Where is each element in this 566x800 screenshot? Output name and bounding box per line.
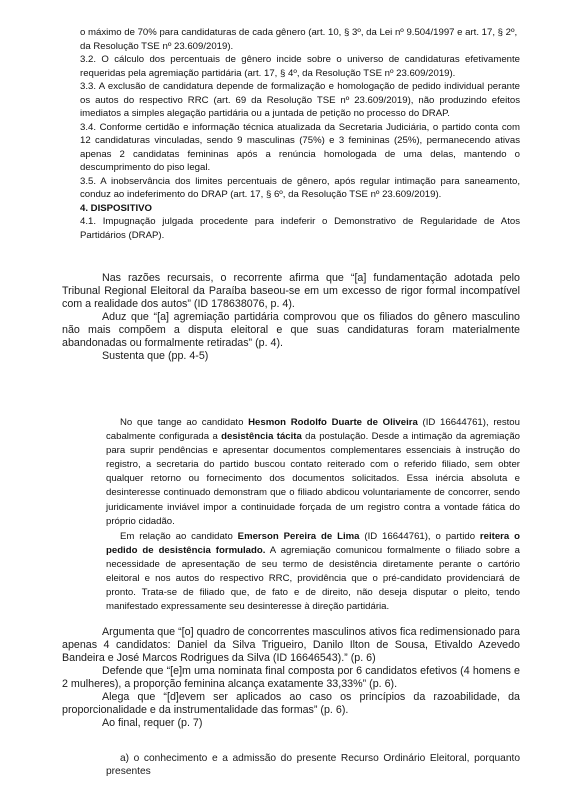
quote-paragraph-hesmon: No que tange ao candidato Hesmon Rodolfo Duarte de Oliveira (ID 16644761), restou cabalmente configurada a desistência tácita da postulação. Desde a intimação da agremiação para suprir pendências e apresentar documentos complementares essenciais à instrução do registro, a secretaria do partido buscou contato reiterado com o referido filiado, sem obter qualquer retorno ou fornecimento dos documentos solicitados. Essa inércia absoluta e desinteresse continuado demonstram que o filiado abdicou voluntariamente de concorrer, sendo juridicamente inviável impor a continuidade forçada de um registro contra a vontade fática do próprio cidadão. xyxy=(106,417,520,527)
quote-paragraph-emerson: Em relação ao candidato Emerson Pereira de Lima (ID 16644761), o partido reitera o pedido de desistência formulado. A agremiação comunicou formalmente o filiado sobre a necessidade de apresentação de seu termo de desistência diretamente perante o cartório eleitoral e nos autos do respectivo RRC, providência que o pré-candidato providenciará de pronto. Trata-se de filiado que, de fato e de direito, não deseja disputar o pleito, tendo manifestado expressamente seu desinteresse à direção partidária. xyxy=(106,530,520,613)
emphasis-term: reitera o pedido de desistência formulado. xyxy=(106,530,520,556)
body-section-1 xyxy=(62,272,520,363)
ementa-item-3-5: 3.5. A inobservância dos limites percentuais de gênero, após regular intimação para saneamento, conduz ao indeferimento do DRAP (art. 17, § 6º, da Resolução TSE nº 23.609/2019). xyxy=(80,175,520,200)
request-item-a: a) o conhecimento e a admissão do presente Recurso Ordinário Eleitoral, porquanto presentes xyxy=(106,753,520,777)
ementa-item-3-4: 3.4. Conforme certidão e informação técnica atualizada da Secretaria Judiciária, o partido conta com 12 candidaturas vinculadas, sendo 9 masculinas (75%) e 3 femininas (25%), permanecendo ativas apenas 2 candidatas femininas após a renúncia homologada de uma delas, mantendo o descumprimento do piso legal. xyxy=(80,121,520,173)
ementa-item-3-2: 3.2. O cálculo dos percentuais de gênero incide sobre o universo de candidaturas efetivamente requeridas pela agremiação partidária (art. 17, § 4º, da Resolução TSE nº 23.609/2019). xyxy=(80,54,520,79)
dispositivo-heading: 4. DISPOSITIVO xyxy=(80,202,152,214)
candidate-name: Hesmon Rodolfo Duarte de Oliveira xyxy=(248,417,418,428)
emphasis-term: desistência tácita xyxy=(221,431,302,443)
body-paragraph: Ao final, requer (p. 7) xyxy=(102,717,203,729)
body-paragraph: Defende que “[e]m uma nominata final composta por 6 candidatos efetivos (4 homens e 2 mulheres), a proporção feminina alcança exatamente 33,33%” (p. 6). xyxy=(62,665,520,690)
body-paragraph: Argumenta que “[o] quadro de concorrentes masculinos ativos fica redimensionado para apenas 4 candidatos: Daniel da Silva Trigueiro, Danilo Ilton de Sousa, Etivaldo Azevedo Bandeira e José Marcos Rodrigues da Silva (ID 16646543).” (p. 6) xyxy=(62,626,520,664)
recurso-quote xyxy=(106,416,520,614)
body-paragraph: Nas razões recursais, o recorrente afirma que “[a] fundamentação adotada pelo Tribunal Regional Eleitoral da Paraíba baseou-se em um excesso de rigor formal incompatível com a realidade dos autos” (ID 178638076, p. 4). xyxy=(62,272,520,310)
ementa-item-3-3: 3.3. A exclusão de candidatura depende de formalização e homologação de pedido individual perante os autos do respectivo RRC (art. 69 da Resolução TSE nº 23.609/2019), não produzindo efeitos imediatos a simples alegação partidária ou a juntada de petição no processo do DRAP. xyxy=(80,81,520,119)
body-section-2 xyxy=(62,626,520,730)
ementa-item-3-1-continuation: o máximo de 70% para candidaturas de cada gênero (art. 10, § 3º, da Lei nº 9.504/1997 e art. 17, § 2º, da Resolução TSE nº 23.609/2019). xyxy=(80,27,518,52)
candidate-name: Emerson Pereira de Lima xyxy=(237,530,360,542)
ementa-quote xyxy=(80,26,520,242)
body-paragraph: Alega que “[d]evem ser aplicados ao caso os princípios da razoabilidade, da proporcionalidade e da instrumentalidade das formas” (p. 6). xyxy=(62,691,520,716)
ementa-item-4-1: 4.1. Impugnação julgada procedente para indeferir o Demonstrativo de Regularidade de Atos Partidários (DRAP). xyxy=(80,216,520,241)
body-paragraph: Sustenta que (pp. 4-5) xyxy=(102,350,209,362)
body-paragraph: Aduz que “[a] agremiação partidária comprovou que os filiados do gênero masculino não mais compõem a disputa eleitoral e que suas candidaturas foram materialmente abandonadas ou formalmente retiradas” (p. 4). xyxy=(62,311,520,349)
